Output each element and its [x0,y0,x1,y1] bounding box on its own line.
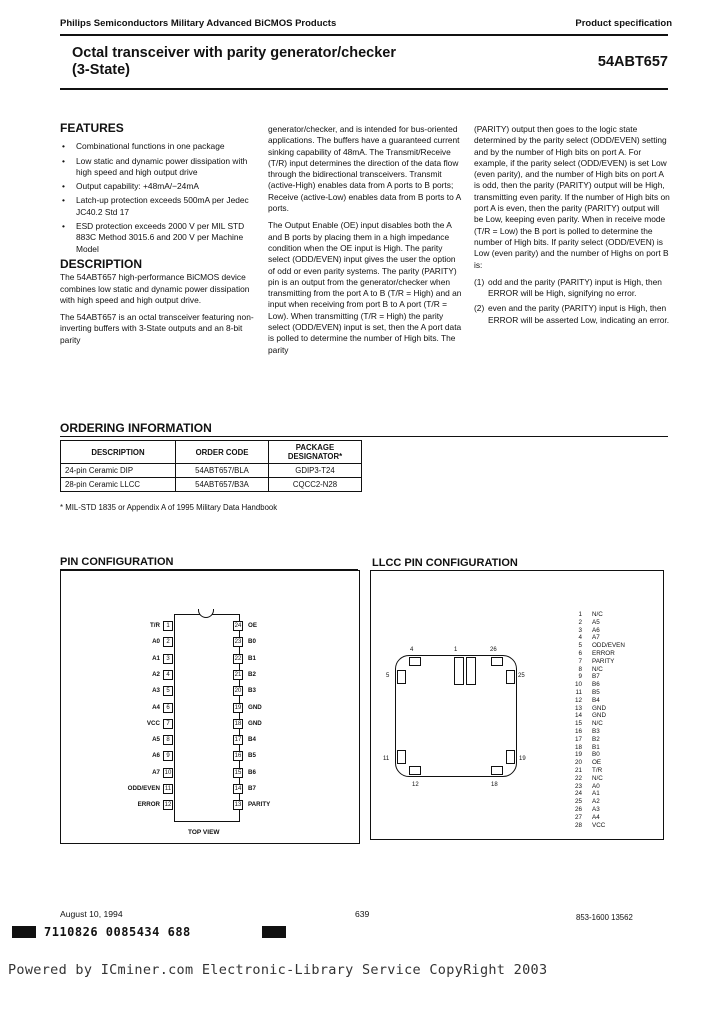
dip-pin-label: GND [248,719,262,727]
table-row [61,464,362,478]
llcc-pin-row [560,744,650,752]
feature-item: • Combinational functions in one package [60,141,256,152]
footer-page: 639 [355,909,370,919]
llcc-mark: 12 [412,782,419,788]
llcc-pad [397,750,406,764]
dip-pin-number: 23 [234,639,242,646]
col-header: DESCRIPTION [61,441,176,464]
dip-pin-number: 3 [163,654,173,664]
ordering-rule [60,436,668,437]
dip-pin-number: 4 [163,670,173,680]
llcc-pin-row [560,736,650,744]
table-cell: GDIP3-T24 [269,464,362,478]
llcc-pad [506,670,515,684]
doc-type: Product specification [575,18,672,29]
llcc-pin-row [560,650,650,658]
feature-item: • Latch-up protection exceeds 500mA per Jedec JC40.2 Std 17 [60,195,256,218]
description-heading: DESCRIPTION [60,256,143,271]
llcc-pin-number: 28 [574,821,582,829]
footer-date: August 10, 1994 [60,909,123,919]
llcc-pin-number: 23 [574,782,582,790]
dip-pin-label: B6 [248,768,256,776]
description-para-2: The 54ABT657 is an octal transceiver featuring non-inverting buffers with 3-State outputs and an 8-bit parity [60,312,254,345]
llcc-pad [409,766,421,775]
llcc-pin-row [560,751,650,759]
dip-pin-number: 8 [163,735,173,745]
llcc-pin-row [560,798,650,806]
llcc-pin-label: A3 [592,805,600,813]
llcc-pin-label: GND [592,704,606,712]
table-row [61,478,362,492]
llcc-pin-label: ERROR [592,649,615,657]
llcc-pin-list [560,611,650,829]
table-header-row [61,441,362,464]
dip-pin-number: 14 [234,786,242,792]
llcc-pin-number: 3 [578,626,582,634]
llcc-pin-number: 26 [574,805,582,813]
llcc-pin-number: 8 [578,665,582,673]
feature-item: • ESD protection exceeds 2000 V per MIL STD 883C Method 3015.6 and 200 V per Machine Model [60,221,256,255]
llcc-pin-number: 2 [578,618,582,626]
llcc-pin-row [560,806,650,814]
llcc-pin-row [560,658,650,666]
dip-pin-label: GND [248,703,262,711]
dip-pin-number: 10 [164,769,172,776]
llcc-pin-label: OE [592,759,602,767]
llcc-pin-number: 18 [574,743,582,751]
dip-package-body [174,614,240,822]
watermark-text: Powered by ICminer.com Electronic-Library Service CopyRight 2003 [8,962,548,978]
table-cell: 24-pin Ceramic DIP [61,464,176,478]
dip-pin-label: A6 [152,752,160,760]
llcc-pin-number: 15 [574,720,582,728]
llcc-mark: 18 [491,782,498,788]
llcc-pin-label: A2 [592,798,600,806]
header-rule-bottom [60,88,668,90]
description-para-5: (PARITY) output then goes to the logic state determined by the parity select (ODD/EVEN) setting and by the number of High bits on port A. For example, if the parity select (ODD/EVEN) is set Low (even parity), and the number of High bits on port A is odd, then the parity (PARITY) output will be High, transmitting even parity. If the number of High bits on port A is even, then the parity (PARITY) output will be Low, keeping even parity. When in receive mode (T/R = Low) the B port is polled to determine the number of High bits. If parity select (ODD/EVEN) is Low (even parity) and the number of Highs on port B is: [474,124,670,270]
llcc-mark: 26 [490,647,497,653]
llcc-pin-label: B2 [592,735,600,743]
llcc-pad [466,657,476,685]
parity-note: (1) odd and the parity (PARITY) input is High, then ERROR will be High, signifying no error. [474,276,662,299]
llcc-mark: 5 [386,673,390,679]
llcc-pin-label: GND [592,712,606,720]
dip-pin-label: B4 [248,736,256,744]
dip-pin-number: 13 [234,802,242,809]
dip-pin-number: 9 [163,751,173,761]
llcc-pin-number: 24 [574,790,582,798]
features-heading: FEATURES [60,121,124,135]
llcc-pin-row [560,767,650,775]
dip-pin-number: 15 [234,769,242,776]
llcc-pad [454,657,464,685]
llcc-pad [397,670,406,684]
dip-pin-label: A1 [152,654,160,662]
page-title [72,45,492,79]
dip-pin-number: 20 [234,688,242,695]
llcc-pin-row [560,783,650,791]
llcc-pin-row [560,775,650,783]
description-para-3: generator/checker, and is intended for bus-oriented applications. The buffers have a guaranteed current sinking capability of 48mA. The Transmit/Receive (T/R) input determines the direction of the data flow through the bidirectional transceivers. Transmit (active-High) enables data from A ports to B ports; Receive (active-Low) enables data from B ports to A ports. [268,124,461,214]
llcc-pin-row [560,728,650,736]
llcc-pin-row [560,705,650,713]
title-line-1: Octal transceiver with parity generator/checker [72,45,396,61]
dip-pin-number: 19 [234,704,242,711]
dip-pin-number: 2 [163,637,173,647]
barcode-block-left [12,926,36,938]
llcc-pin-number: 13 [574,704,582,712]
llcc-pin-row [560,634,650,642]
llcc-pin-number: 10 [574,681,582,689]
llcc-pin-label: B5 [592,688,600,696]
llcc-pad [506,750,515,764]
llcc-pin-label: ODD/EVEN [592,642,625,650]
col-header: ORDER CODE [176,441,269,464]
llcc-pin-label: VCC [592,821,606,829]
dip-pin-label: VCC [146,719,160,727]
ordering-footnote: * MIL-STD 1835 or Appendix A of 1995 Military Data Handbook [60,503,278,512]
llcc-pin-label: A5 [592,618,600,626]
llcc-pin-number: 7 [578,657,582,665]
llcc-pin-number: 9 [578,673,582,681]
llcc-pin-row [560,697,650,705]
parity-note: (2) even and the parity (PARITY) input is High, then ERROR will be asserted Low, indicating an error. [474,303,670,325]
llcc-pin-label: N/C [592,774,603,782]
llcc-pin-label: T/R [592,766,603,774]
table-cell: 54ABT657/B3A [176,478,269,492]
dip-pin-label: B2 [248,670,256,678]
dip-pin-label: T/R [150,622,160,629]
llcc-pad [491,766,503,775]
feature-item: • Low static and dynamic power dissipation with high speed and high output drive [60,156,256,179]
barcode-block-right [262,926,286,938]
dip-pin-number: 18 [234,720,242,727]
dip-pin-number: 12 [164,802,172,809]
dip-pin-label: A7 [152,768,160,776]
llcc-pin-row [560,822,650,830]
llcc-pin-number: 19 [574,751,582,759]
ordering-heading: ORDERING INFORMATION [60,421,212,435]
part-number: 54ABT657 [597,54,668,70]
llcc-pin-number: 14 [574,712,582,720]
dip-pin-number: 11 [164,786,172,792]
dip-pin-number: 21 [234,671,242,678]
dip-pin-label: B3 [248,687,256,695]
llcc-pin-label: B3 [592,727,600,735]
llcc-pin-number: 6 [578,649,582,657]
llcc-pin-row [560,712,650,720]
llcc-pin-row [560,681,650,689]
llcc-pin-row [560,720,650,728]
top-view-caption: TOP VIEW [188,829,220,836]
llcc-mark: 11 [383,756,390,762]
barcode-text: 7110826 0085434 688 [44,925,191,939]
llcc-pin-label: B4 [592,696,600,704]
table-cell: CQCC2-N28 [269,478,362,492]
dip-pin-number: 24 [234,623,242,629]
dip-pin-label: B0 [248,638,256,646]
dip-pin-label: B5 [248,752,256,760]
dip-pin-number: 17 [234,737,242,744]
dip-pin-label: A5 [152,736,160,744]
llcc-pad [491,657,503,666]
dip-pin-label: A3 [152,687,160,695]
description-para-4: The Output Enable (OE) input disables both the A and B ports by placing them in a high impedance condition when the OE input is High. The parity select (ODD/EVEN) input gives the user the option of odd or even parity systems. The parity (PARITY) pin is an output from the generator/checker when transmitting from the port A to B (T/R = High) and an input when receiving from port B to A port (T/R = Low). When transmitting (T/R = High) the parity select (ODD/EVEN) input is set, then the A port data is polled to determine the number of High bits. The parity [268,220,462,355]
col-header: PACKAGE DESIGNATOR* [269,441,362,464]
description-col-2 [268,124,464,362]
dip-pin-label: B7 [248,785,256,792]
llcc-pin-number: 21 [574,766,582,774]
llcc-pin-row [560,759,650,767]
llcc-pin-label: A0 [592,782,600,790]
dip-pin-label: B1 [248,654,256,662]
llcc-pin-number: 12 [574,696,582,704]
pin-config-heading: PIN CONFIGURATION [60,556,174,568]
parity-notes [474,277,670,326]
dip-pin-label: OE [248,622,257,629]
llcc-pin-label: A4 [592,813,600,821]
table-cell: 28-pin Ceramic LLCC [61,478,176,492]
ordering-table [60,440,362,492]
llcc-pin-number: 17 [574,735,582,743]
dip-pin-label: ODD/EVEN [127,785,160,792]
llcc-pin-number: 5 [578,642,582,650]
llcc-mark: 19 [519,756,526,762]
llcc-pin-row [560,689,650,697]
llcc-pin-label: N/C [592,665,603,673]
company-header: Philips Semiconductors Military Advanced BiCMOS Products [60,18,337,29]
llcc-pin-number: 27 [574,813,582,821]
description-para-1: The 54ABT657 high-performance BiCMOS device combines low static and dynamic power dissipation with high speed and high output drive. [60,272,250,305]
llcc-pin-row [560,814,650,822]
dip-pin-number: 5 [163,686,173,696]
llcc-pin-label: A1 [592,790,600,798]
dip-pin-number: 1 [163,621,173,631]
dip-pin-label: A2 [152,670,160,678]
llcc-pin-row [560,611,650,619]
llcc-pin-label: N/C [592,611,603,618]
llcc-pin-label: A6 [592,626,600,634]
llcc-pin-row [560,642,650,650]
dip-pin-number: 22 [234,655,242,662]
llcc-pin-label: PARITY [592,657,615,665]
features-section [60,123,256,352]
dip-pin-label: PARITY [248,801,271,809]
dip-pin-label: ERROR [137,801,160,809]
llcc-pin-label: B0 [592,751,600,759]
footer-doc-code: 853-1600 13562 [576,913,633,922]
llcc-pin-number: 16 [574,727,582,735]
llcc-config-heading: LLCC PIN CONFIGURATION [372,557,518,569]
dip-pin-number: 7 [163,719,173,729]
header-rule-top [60,34,668,36]
llcc-pin-label: A7 [592,634,600,642]
llcc-pin-number: 20 [574,759,582,767]
llcc-pin-label: B7 [592,673,600,681]
title-line-2: (3-State) [72,62,131,78]
dip-pin-label: A0 [152,638,160,646]
llcc-pin-row [560,790,650,798]
dip-pin-label: A4 [152,703,160,711]
dip-pin-number: 16 [234,753,242,760]
description-col-3 [474,124,670,330]
llcc-pin-number: 4 [578,634,582,642]
feature-item: • Output capability: +48mA/−24mA [60,181,256,192]
table-cell: 54ABT657/BLA [176,464,269,478]
llcc-mark: 4 [410,647,414,653]
llcc-pin-number: 1 [578,611,582,618]
llcc-pin-number: 22 [574,774,582,782]
llcc-mark: 25 [518,673,525,679]
llcc-pin-row [560,673,650,681]
llcc-pin-row [560,619,650,627]
llcc-pad [409,657,421,666]
llcc-pin-row [560,666,650,674]
llcc-pin-label: B1 [592,743,600,751]
llcc-pin-label: B6 [592,681,600,689]
llcc-pin-label: N/C [592,720,603,728]
llcc-pin-number: 25 [574,798,582,806]
dip-pin-number: 6 [163,703,173,713]
llcc-mark: 1 [454,647,458,653]
llcc-pin-row [560,627,650,635]
features-list [60,141,256,255]
llcc-pin-number: 11 [575,688,582,696]
